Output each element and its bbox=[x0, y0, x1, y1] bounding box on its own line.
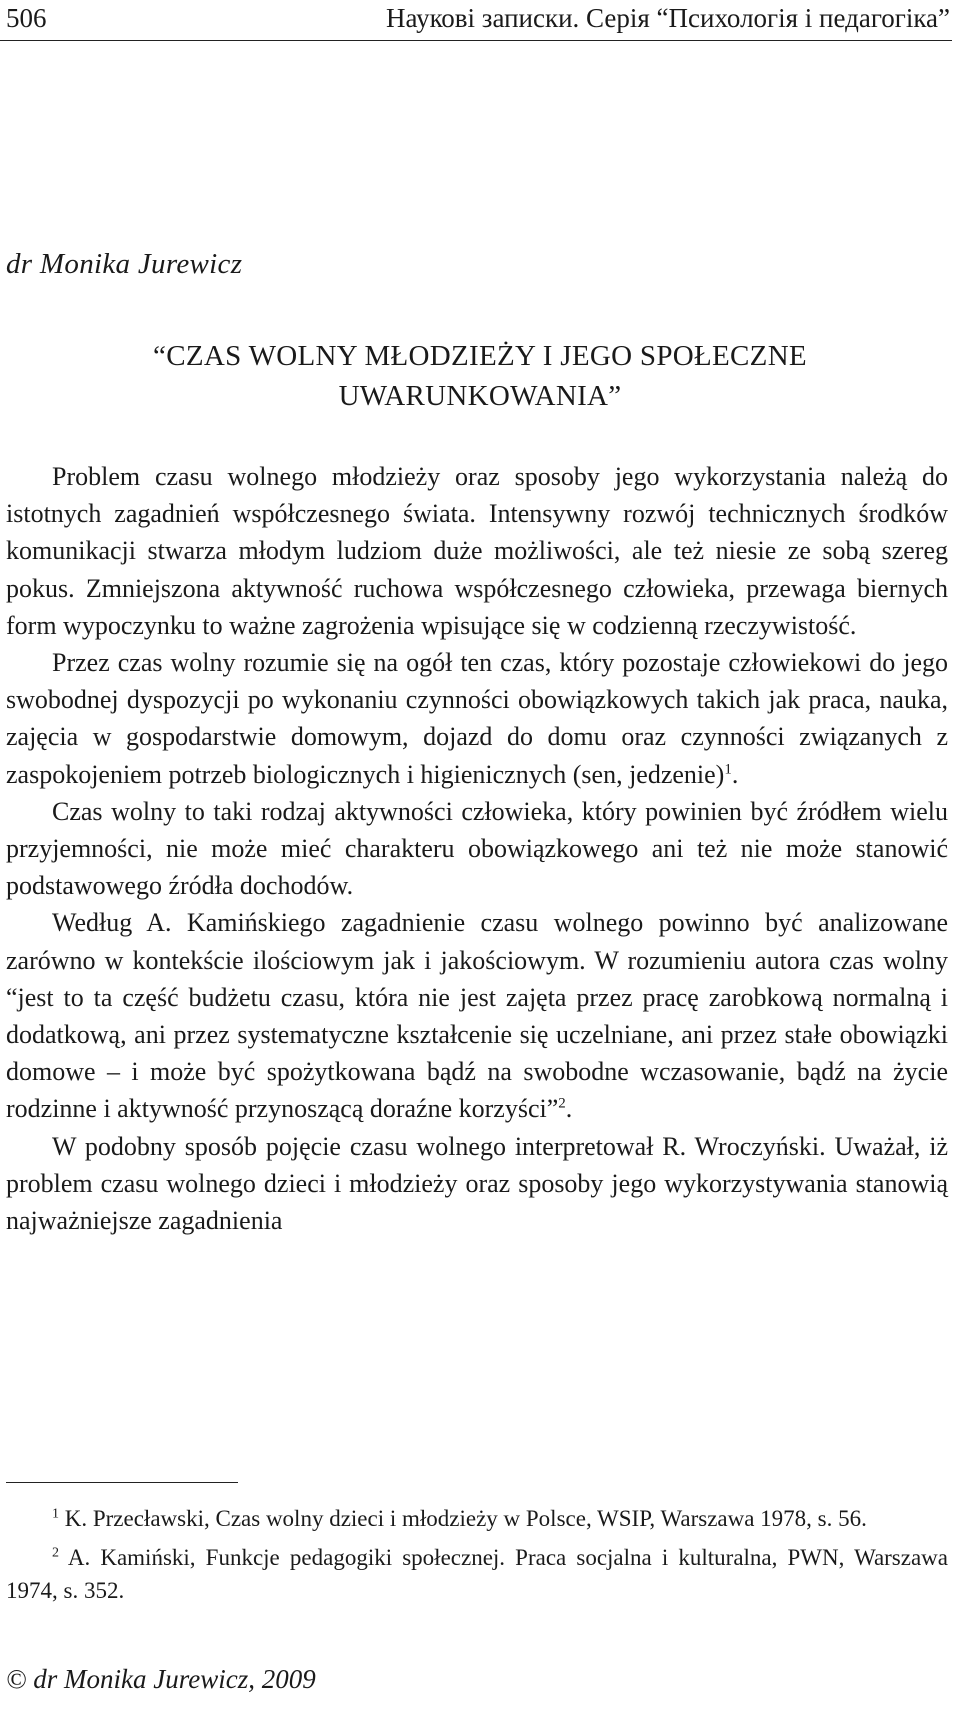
footnote-ref-1[interactable]: 1 bbox=[724, 760, 732, 777]
paragraph-4-end: . bbox=[565, 1094, 573, 1124]
footnote-divider bbox=[6, 1482, 238, 1483]
paragraph-1: Problem czasu wolnego młodzieży oraz sposoby jego wykorzystania należą do istotnych zagadnień współczesnego świata. Intensywny rozwój technicznych środków komunikacji stwarza młodym ludziom duże możliwości, ale też niesie ze sobą szereg pokus. Zmniejszona aktywność ruchowa współczesnego człowieka, przewaga biernych form wypoczynku to ważne zagrożenia wpisujące się w codzienną rzeczywistość. bbox=[6, 462, 948, 640]
paragraph-3: Czas wolny to taki rodzaj aktywności człowieka, który powinien być źródłem wielu przyjemności, nie może mieć charakteru obowiązkowego ani też nie może stanowić podstawowego źródła dochodów. bbox=[6, 796, 948, 901]
footnote-mark-2: 2 bbox=[52, 1545, 59, 1561]
article-title: “CZAS WOLNY MŁODZIEŻY I JEGO SPOŁECZNE UWARUNKOWANIA” bbox=[153, 340, 807, 412]
article-body bbox=[6, 458, 948, 1239]
paragraph-2 bbox=[6, 644, 948, 793]
copyright-notice: © dr Monika Jurewicz, 2009 bbox=[6, 1664, 316, 1694]
paragraph-2-end: . bbox=[731, 759, 739, 789]
paragraph-4-text: Według A. Kamińskiego zagadnienie czasu wolnego powinno być analizowane zarówno w kontekście ilościowym jak i jakościowym. W rozumieniu autora czas wolny “jest to ta część budżetu czasu, która nie jest zajęta przez pracę zarobkową normalną i dodatkową, ani przez systematyczne kształcenie się uczelniane, ani przez stałe obowiązki domowe – i może być spożytkowana bądź na swobodne wczasowanie, bądź na życie rodzinne i aktywność przynoszącą doraźne korzyści” bbox=[6, 908, 948, 1124]
running-header bbox=[6, 2, 950, 38]
header-divider bbox=[0, 40, 952, 41]
footnote-2-text: A. Kamiński, Funkcje pedagogiki społecznej. Praca socjalna i kulturalna, PWN, Warszawa 1974, s. 352. bbox=[6, 1545, 948, 1603]
footnote-1-text: K. Przecławski, Czas wolny dzieci i młodzieży w Polsce, WSIP, Warszawa 1978, s. 56. bbox=[59, 1506, 867, 1531]
paragraph-2-text: Przez czas wolny rozumie się na ogół ten czas, który pozostaje człowiekowi do jego swobodnej dyspozycji po wykonaniu czynności obowiązkowych takich jak praca, nauka, zajęcia w gospodarstwie domowym, dojazd do domu oraz czynności związanych z zaspokojeniem potrzeb biologicznych i higienicznych (sen, jedzenie) bbox=[6, 648, 948, 789]
page-number: 506 bbox=[6, 3, 47, 33]
footnote-mark-1: 1 bbox=[52, 1506, 59, 1522]
journal-title: Наукові записки. Серія “Психологія і педагогіка” bbox=[385, 3, 950, 33]
footnotes bbox=[6, 1502, 948, 1613]
footnote-2 bbox=[6, 1541, 948, 1607]
footnote-1 bbox=[6, 1502, 948, 1535]
article-author: dr Monika Jurewicz bbox=[6, 248, 243, 280]
paragraph-5: W podobny sposób pojęcie czasu wolnego interpretował R. Wroczyński. Uważał, iż problem czasu wolnego dzieci i młodzieży oraz sposoby jego wykorzystywania stanowią najważniejsze zagadnienia bbox=[6, 1131, 948, 1236]
paragraph-4 bbox=[6, 904, 948, 1127]
footnote-ref-2[interactable]: 2 bbox=[558, 1095, 566, 1112]
